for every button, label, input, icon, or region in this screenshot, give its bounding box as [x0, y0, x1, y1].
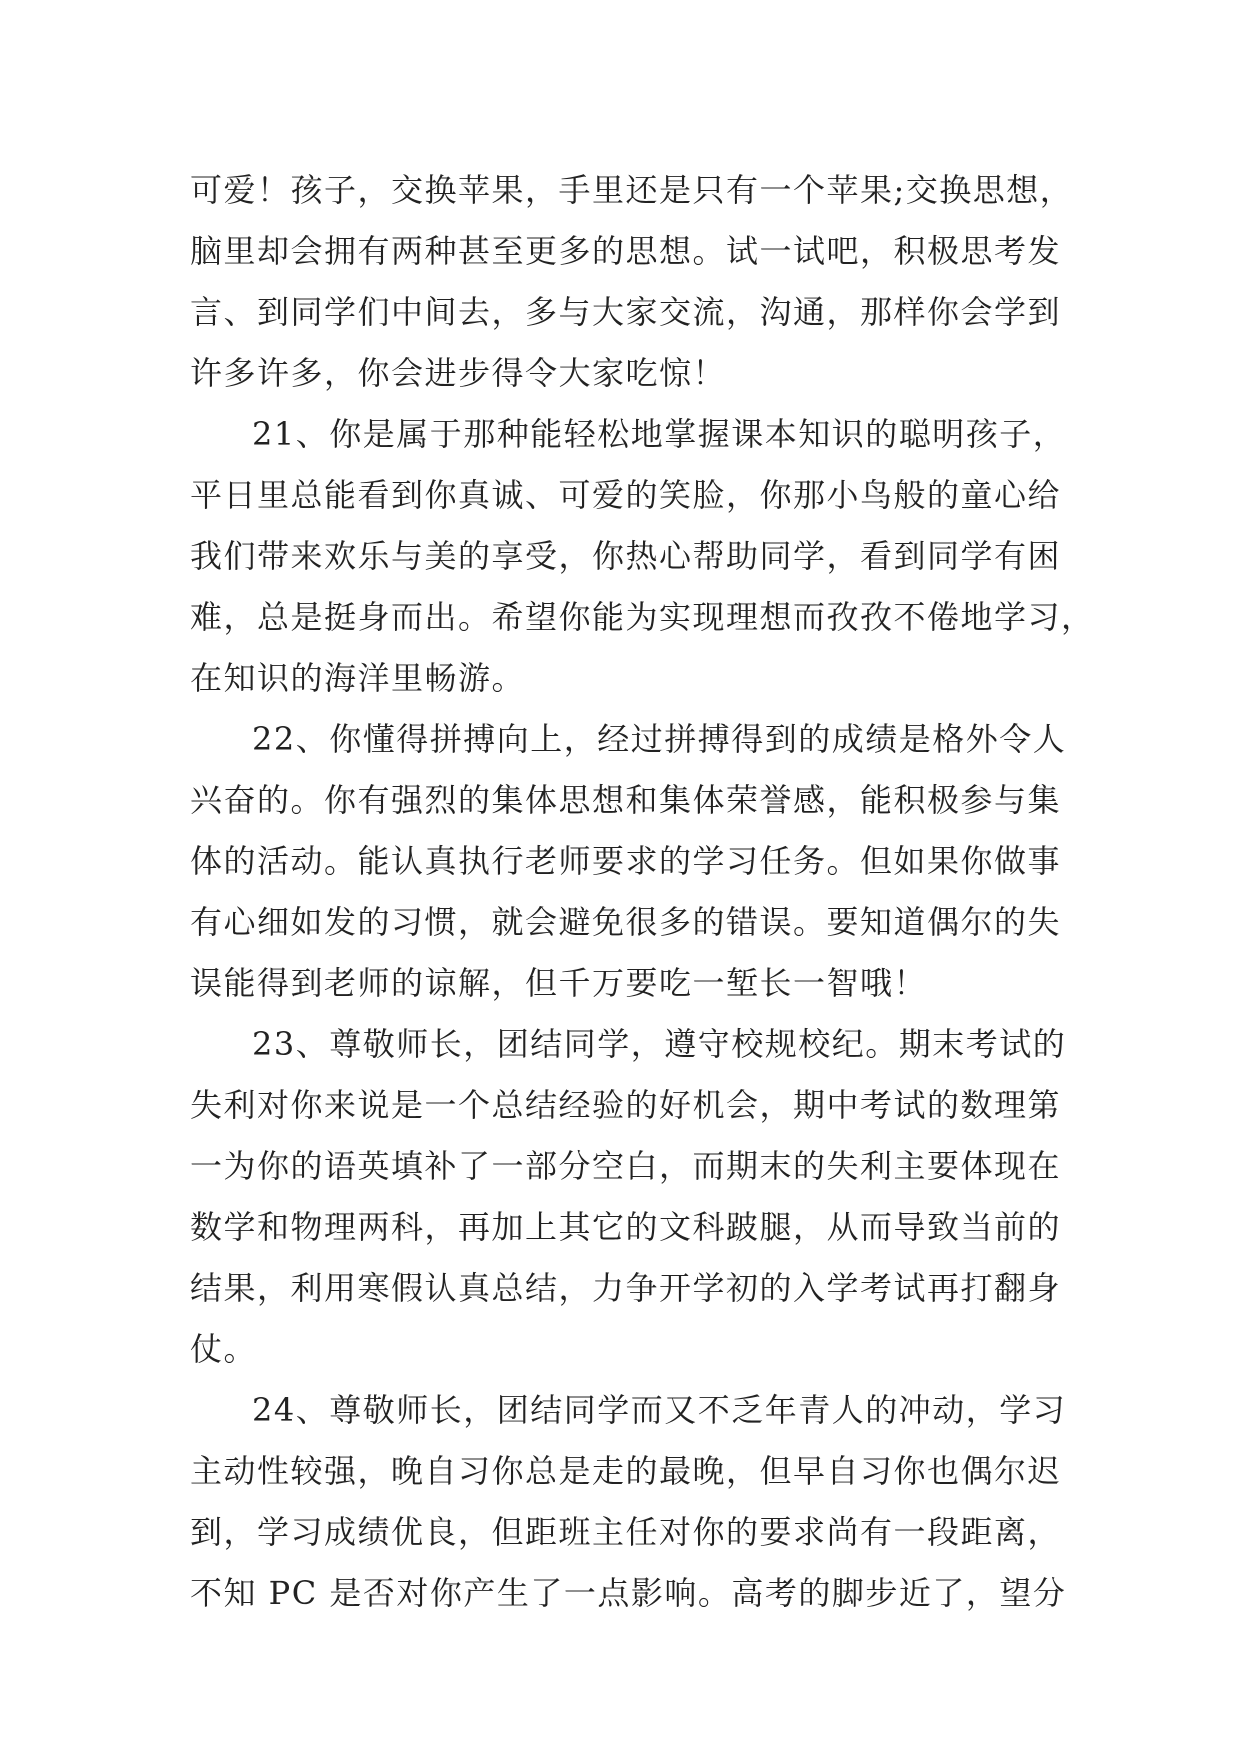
text-line: 数学和物理两科，再加上其它的文科跛腿，从而导致当前的: [190, 1208, 1062, 1246]
paragraph-22: [190, 709, 1067, 1014]
text-line: 误能得到老师的谅解，但千万要吃一堑长一智哦！: [190, 964, 928, 1002]
text-line: 23、尊敬师长，团结同学，遵守校规校纪。期末考试的: [252, 1025, 1067, 1063]
text-line: 可爱！孩子，交换苹果，手里还是只有一个苹果;交换思想，: [190, 171, 1074, 209]
text-line: 仗。: [190, 1330, 258, 1368]
text-line: 失利对你来说是一个总结经验的好机会，期中考试的数理第: [190, 1086, 1062, 1124]
text-line: 结果，利用寒假认真总结，力争开学初的入学考试再打翻身: [190, 1269, 1062, 1307]
paragraph-24: [190, 1380, 1067, 1624]
text-line: 兴奋的。你有强烈的集体思想和集体荣誉感，能积极参与集: [190, 781, 1062, 819]
text-line: 体的活动。能认真执行老师要求的学习任务。但如果你做事: [190, 842, 1062, 880]
text-line: 到，学习成绩优良，但距班主任对你的要求尚有一段距离，: [190, 1513, 1062, 1551]
paragraph-23: [190, 1014, 1067, 1380]
text-line: 许多许多，你会进步得令大家吃惊！: [190, 354, 727, 392]
text-line: 有心细如发的习惯，就会避免很多的错误。要知道偶尔的失: [190, 903, 1062, 941]
text-line: 不知 PC 是否对你产生了一点影响。高考的脚步近了，望分: [190, 1574, 1067, 1612]
text-line: 脑里却会拥有两种甚至更多的思想。试一试吧，积极思考发: [190, 232, 1062, 270]
text-line: 言、到同学们中间去，多与大家交流，沟通，那样你会学到: [190, 293, 1062, 331]
document-body: [190, 160, 1095, 1624]
text-line: 24、尊敬师长，团结同学而又不乏年青人的冲动，学习: [252, 1391, 1067, 1429]
text-line: 主动性较强，晚自习你总是走的最晚，但早自习你也偶尔迟: [190, 1452, 1062, 1490]
text-line: 21、你是属于那种能轻松地掌握课本知识的聪明孩子，: [252, 415, 1067, 453]
text-line: 在知识的海洋里畅游。: [190, 659, 526, 697]
text-line: 我们带来欢乐与美的享受，你热心帮助同学，看到同学有困: [190, 537, 1062, 575]
text-line: 一为你的语英填补了一部分空白，而期末的失利主要体现在: [190, 1147, 1062, 1185]
text-line: 22、你懂得拼搏向上，经过拼搏得到的成绩是格外令人: [252, 720, 1067, 758]
paragraph-21: [190, 404, 1095, 709]
text-line: 难，总是挺身而出。希望你能为实现理想而孜孜不倦地学习，: [190, 598, 1095, 636]
text-line: 平日里总能看到你真诚、可爱的笑脸，你那小鸟般的童心给: [190, 476, 1062, 514]
paragraph-continuation: [190, 160, 1074, 404]
